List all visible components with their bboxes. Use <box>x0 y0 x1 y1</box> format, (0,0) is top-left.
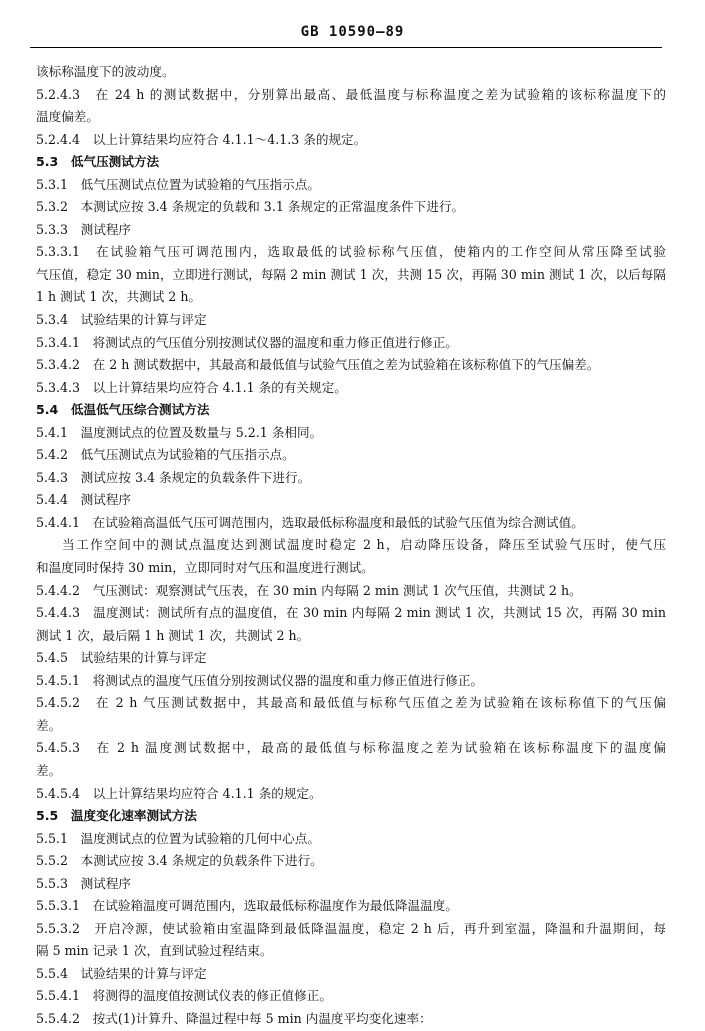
section-heading: 5.4 低温低气压综合测试方法 <box>36 402 210 418</box>
text-line: 当工作空间中的测试点温度达到测试温度时稳定 2 h，启动降压设备，降压至试验气压时，使气压 <box>62 537 666 553</box>
document-body <box>36 61 666 1031</box>
text-line: 5.5.2 本测试应按 3.4 条规定的负载条件下进行。 <box>36 853 323 869</box>
text-line: 5.4.4.3 温度测试：测试所有点的温度值，在 30 min 内每隔 2 min 测试 1 次，共测试 15 次，再隔 30 min <box>36 605 666 621</box>
text-line: 5.4.2 低气压测试点为试验箱的气压指示点。 <box>36 447 295 463</box>
text-line: 5.5.3 测试程序 <box>36 875 132 891</box>
text-line: 5.4.1 温度测试点的位置及数量与 5.2.1 条相同。 <box>36 424 323 440</box>
text-line: 5.3.4.1 将测试点的气压值分别按测试仪器的温度和重力修正值进行修正。 <box>36 334 458 350</box>
text-line: 5.2.4.3 在 24 h 的测试数据中，分别算出最高、最低温度与标称温度之差为试验箱的该标称温度下的 <box>36 86 666 102</box>
text-line: 差。 <box>36 717 62 733</box>
header-rule <box>30 47 662 48</box>
text-line: 5.3.2 本测试应按 3.4 条规定的负载和 3.1 条规定的正常温度条件下进行。 <box>36 199 465 215</box>
text-line: 5.5.3.2 开启冷源，使试验箱由室温降到最低降温温度，稳定 2 h 后，再升到室温，降温和升温期间，每 <box>36 920 666 936</box>
text-line: 5.4.5 试验结果的计算与评定 <box>36 650 207 666</box>
text-line: 5.5.4.2 按式(1)计算升、降温过程中每 5 min 内温度平均变化速率： <box>36 1010 432 1026</box>
text-line: 5.4.4.1 在试验箱高温低气压可调范围内，选取最低标称温度和最低的试验气压值为综合测试值。 <box>36 514 584 530</box>
text-line: 该标称温度下的波动度。 <box>36 64 175 79</box>
text-line: 5.3.3.1 在试验箱气压可调范围内，选取最低的试验标称气压值，使箱内的工作空间从常压降至试验 <box>36 244 666 260</box>
text-line: 和温度同时保持 30 min，立即同时对气压和温度进行测试。 <box>36 560 374 576</box>
section-heading: 5.3 低气压测试方法 <box>36 154 160 170</box>
text-line: 5.3.1 低气压测试点位置为试验箱的气压指示点。 <box>36 176 320 192</box>
text-line: 5.5.4.1 将测得的温度值按测试仪表的修正值修正。 <box>36 988 332 1004</box>
section-heading: 5.5 温度变化速率测试方法 <box>36 808 197 824</box>
text-line: 温度偏差。 <box>36 109 99 125</box>
text-line: 5.4.3 测试应按 3.4 条规定的负载条件下进行。 <box>36 469 311 485</box>
text-line: 差。 <box>36 762 62 778</box>
text-line: 1 h 测试 1 次，共测试 2 h。 <box>36 289 202 305</box>
text-line: 5.5.3.1 在试验箱温度可调范围内，选取最低标称温度作为最低降温温度。 <box>36 898 458 914</box>
text-line: 5.3.4 试验结果的计算与评定 <box>36 312 207 328</box>
text-line: 5.3.3 测试程序 <box>36 221 132 237</box>
text-line: 5.4.5.1 将测试点的温度气压值分别按测试仪器的温度和重力修正值进行修正。 <box>36 672 484 688</box>
text-line: 5.3.4.3 以上计算结果均应符合 4.1.1 条的有关规定。 <box>36 379 347 395</box>
text-line: 5.4.4.2 气压测试：观察测试气压表，在 30 min 内每隔 2 min 测试 1 次气压值，共测试 2 h。 <box>36 582 582 598</box>
text-line: 5.5.1 温度测试点的位置为试验箱的几何中心点。 <box>36 830 320 846</box>
text-line: 5.4.5.4 以上计算结果均应符合 4.1.1 条的规定。 <box>36 785 322 801</box>
text-line: 5.4.5.3 在 2 h 温度测试数据中，最高的最低值与标称温度之差为试验箱在该标称温度下的温度偏 <box>36 740 666 756</box>
text-line: 5.2.4.4 以上计算结果均应符合 4.1.1～4.1.3 条的规定。 <box>36 131 367 147</box>
text-line: 5.3.4.2 在 2 h 测试数据中，其最高和最低值与试验气压值之差为试验箱在该标称值下的气压偏差。 <box>36 357 600 373</box>
text-line: 5.5.4 试验结果的计算与评定 <box>36 965 207 981</box>
text-line: 气压值，稳定 30 min，立即进行测试，每隔 2 min 测试 1 次，共测 15 次，再隔 30 min 测试 1 次，以后每隔 <box>36 266 666 282</box>
text-line: 隔 5 min 记录 1 次，直到试验过程结束。 <box>36 943 273 959</box>
text-line: 5.4.4 测试程序 <box>36 492 132 508</box>
page-header: GB 10590—89 <box>300 24 405 40</box>
text-line: 测试 1 次，最后隔 1 h 测试 1 次，共测试 2 h。 <box>36 627 310 643</box>
text-line: 5.4.5.2 在 2 h 气压测试数据中，其最高和最低值与标称气压值之差为试验箱在该标称值下的气压偏 <box>36 695 666 711</box>
